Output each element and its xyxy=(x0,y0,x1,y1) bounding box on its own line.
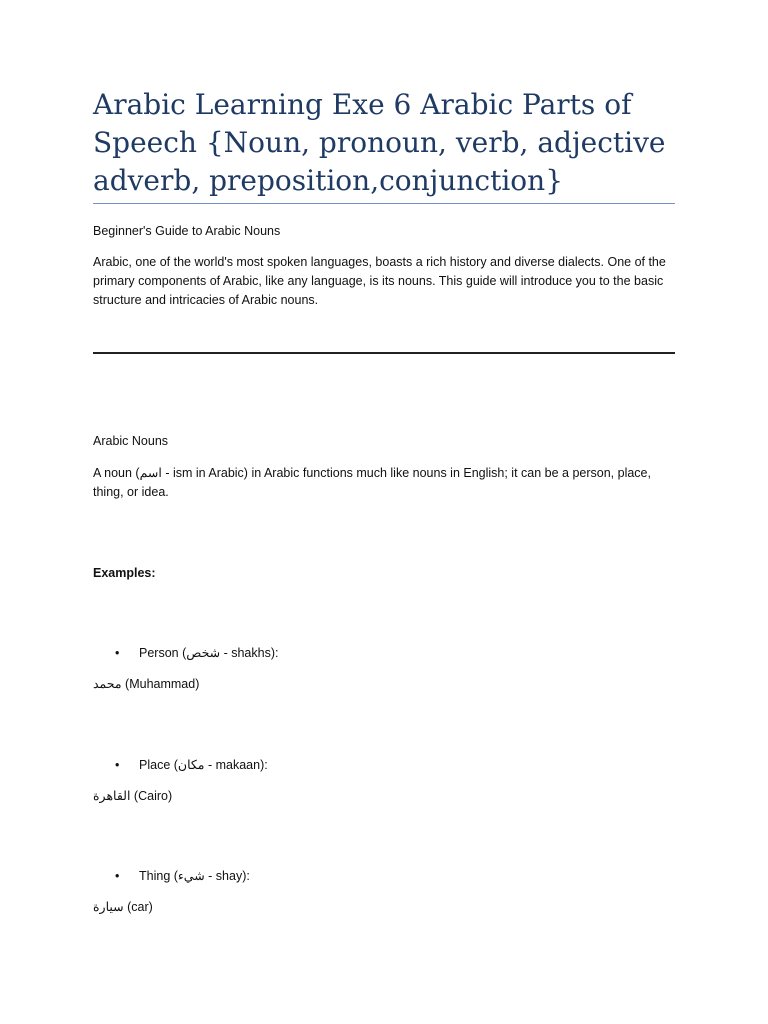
intro-paragraph: Arabic, one of the world's most spoken languages, boasts a rich history and diverse dialects. One of the primary components of Arabic, like any language, is its nouns. This guide will introduce you to the basic structure and intricacies of Arabic nouns. xyxy=(93,255,666,307)
list-item xyxy=(93,867,675,886)
example-category: Thing (شيء - shay): xyxy=(139,869,250,883)
example-value: محمد (Muhammad) xyxy=(93,677,200,691)
noun-definition-paragraph: A noun (اسم - ism in Arabic) in Arabic functions much like nouns in English; it can be a person, place, thing, or idea. xyxy=(93,466,651,499)
bullet-icon: • xyxy=(115,758,120,772)
bullet-icon: • xyxy=(115,869,120,883)
guide-subtitle: Beginner's Guide to Arabic Nouns xyxy=(93,224,281,238)
title-underline xyxy=(93,203,675,204)
example-value: سيارة (car) xyxy=(93,900,153,914)
example-category: Person (شخص - shakhs): xyxy=(139,646,279,660)
example-value: القاهرة (Cairo) xyxy=(93,789,173,803)
list-item xyxy=(93,756,675,775)
bullet-icon: • xyxy=(115,646,120,660)
document-title: Arabic Learning Exe 6 Arabic Parts of Speech {Noun, pronoun, verb, adjective adverb, preposition,conjunction} xyxy=(93,88,666,197)
section-divider xyxy=(93,352,675,354)
list-item xyxy=(93,644,675,663)
examples-label: Examples: xyxy=(93,566,156,580)
example-category: Place (مكان - makaan): xyxy=(139,758,268,772)
section-heading: Arabic Nouns xyxy=(93,434,169,448)
